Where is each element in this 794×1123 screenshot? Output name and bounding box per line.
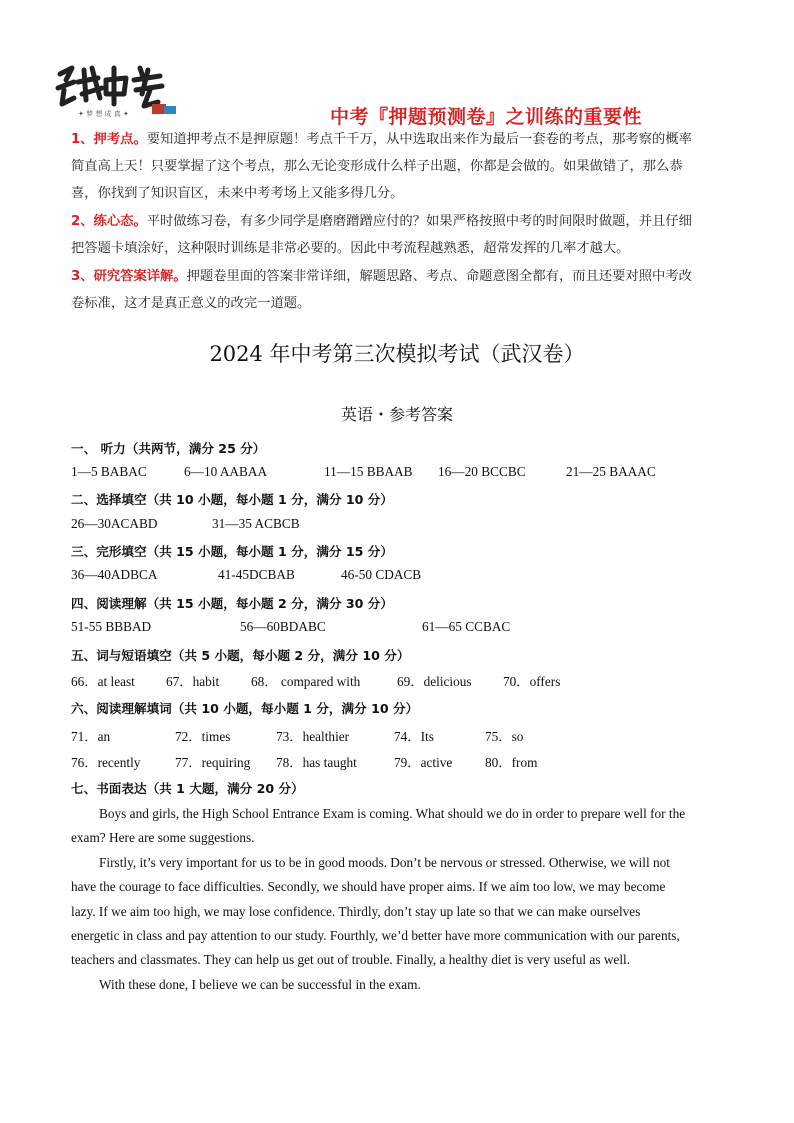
answer-group: 26—30ACABD (71, 516, 158, 531)
section-2-heading: 二、选择填空（共 10 小题，每小题 1 分，满分 10 分） (71, 492, 393, 507)
essay-line: Firstly, it’s very important for us to be in good moods. Don’t be nervous or stressed. Otherwise, we will not (99, 854, 670, 870)
essay-line: have the courage to face difficulties. Secondly, we should have proper aims. If we aim too low, we may become (71, 879, 666, 895)
answer-item: 68． compared with (251, 674, 361, 689)
answer-item: 76．recently (71, 755, 141, 770)
intro-paragraph-3 (71, 263, 723, 317)
intro-paragraph-1 (71, 126, 723, 207)
section-4-heading: 四、阅读理解（共 15 小题，每小题 2 分，满分 30 分） (71, 596, 393, 611)
answer-group: 51-55 BBBAD (71, 619, 152, 634)
essay-line: With these done, I believe we can be successful in the exam. (99, 976, 421, 992)
intro-1-line-1: 要知道押考点不是押原题！考点千千万，从中选取出来作为最后一套卷的考点，那考察的概率 (146, 132, 692, 147)
section-6-heading: 六、阅读理解填词（共 10 小题，每小题 1 分，满分 10 分） (71, 701, 419, 716)
answer-item: 67．habit (166, 674, 220, 689)
intro-3-line-1: 押题卷里面的答案非常详细，解题思路、考点、命题意图全都有，而且还要对照中考改 (186, 269, 692, 284)
answer-group: 46-50 CDACB (341, 567, 422, 582)
answer-item: 69．delicious (397, 674, 472, 689)
intro-1-heading: 1、押考点。 (71, 132, 147, 147)
answer-group: 41-45DCBAB (218, 567, 295, 582)
answer-item: 70．offers (503, 674, 561, 689)
intro-2-heading: 2、练心态。 (71, 214, 147, 229)
answer-item: 78．has taught (276, 755, 357, 770)
essay-line: lazy. If we aim too high, we may lose confidence. Thirdly, don’t stay up late so that we can make ourselves (71, 903, 641, 919)
intro-2-line-1: 平时做练习卷，有多少同学是磨磨蹭蹭应付的？如果严格按照中考的时间限时做题，并且仔细 (146, 214, 692, 229)
answer-group: 1—5 BABAC (71, 464, 147, 479)
section-7-heading: 七、书面表达（共 1 大题，满分 20 分） (71, 781, 304, 796)
answer-group: 31—35 ACBCB (212, 516, 300, 531)
answer-item: 77．requiring (175, 755, 251, 770)
intro-2-line-2: 把答题卡填涂好，这种限时训练是非常必要的。因此中考流程越熟悉，超常发挥的几率才越大。 (71, 241, 630, 256)
essay-line: energetic in class and pay attention to our study. Fourthly, we’d better have more communication with our parents, (71, 928, 680, 944)
essay-line: teachers and classmates. They can help us get out of trouble. Finally, a healthy diet is very useful as well. (71, 952, 631, 968)
banner-title: 中考『押题预测卷』之训练的重要性 (329, 106, 642, 128)
section-5-heading: 五、词与短语填空（共 5 小题，每小题 2 分，满分 10 分） (71, 648, 410, 663)
answer-key-subtitle: 英语・参考答案 (340, 405, 453, 424)
answer-item: 72．times (175, 729, 231, 744)
answer-item: 73．healthier (276, 729, 350, 744)
section-1-heading: 一、 听力（共两节，满分 25 分） (71, 441, 266, 456)
logo-tagline: ✦ 梦 想 成 真 ✦ (78, 110, 129, 118)
answer-group: 11—15 BBAAB (324, 464, 413, 479)
exam-title: 2024 年中考第三次模拟考试（武汉卷） (209, 342, 585, 366)
answer-group: 6—10 AABAA (184, 464, 268, 479)
intro-1-line-2: 简直高上天！只要掌握了这个考点，那么无论变形成什么样子出题，你都是会做的。如果做错了，那么恭 (71, 159, 683, 174)
essay-line: exam? Here are some suggestions. (71, 830, 255, 846)
answer-item: 80．from (485, 755, 538, 770)
answer-item: 79．active (394, 755, 453, 770)
answer-group: 16—20 BCCBC (438, 464, 526, 479)
section-3-heading: 三、完形填空（共 15 小题，每小题 1 分，满分 15 分） (71, 544, 393, 559)
intro-3-line-2: 卷标准，这才是真正意义的改完一道题。 (71, 296, 311, 311)
answer-group: 61—65 CCBAC (422, 619, 511, 634)
answer-item: 71．an (71, 729, 111, 744)
answer-group: 21—25 BAAAC (566, 464, 656, 479)
intro-1-line-3: 喜，你找到了知识盲区，未来中考考场上又能多得几分。 (71, 186, 404, 201)
answer-item: 66．at least (71, 674, 135, 689)
answer-group: 56—60BDABC (240, 619, 326, 634)
answer-item: 74．Its (394, 729, 434, 744)
intro-paragraph-2 (71, 208, 723, 262)
model-essay (71, 802, 723, 997)
essay-line: Boys and girls, the High School Entrance Exam is coming. What should we do in order to prepare well for the (99, 806, 686, 821)
answer-group: 36—40ADBCA (71, 567, 158, 582)
intro-3-heading: 3、研究答案详解。 (71, 269, 187, 284)
answer-item: 75．so (485, 729, 524, 744)
